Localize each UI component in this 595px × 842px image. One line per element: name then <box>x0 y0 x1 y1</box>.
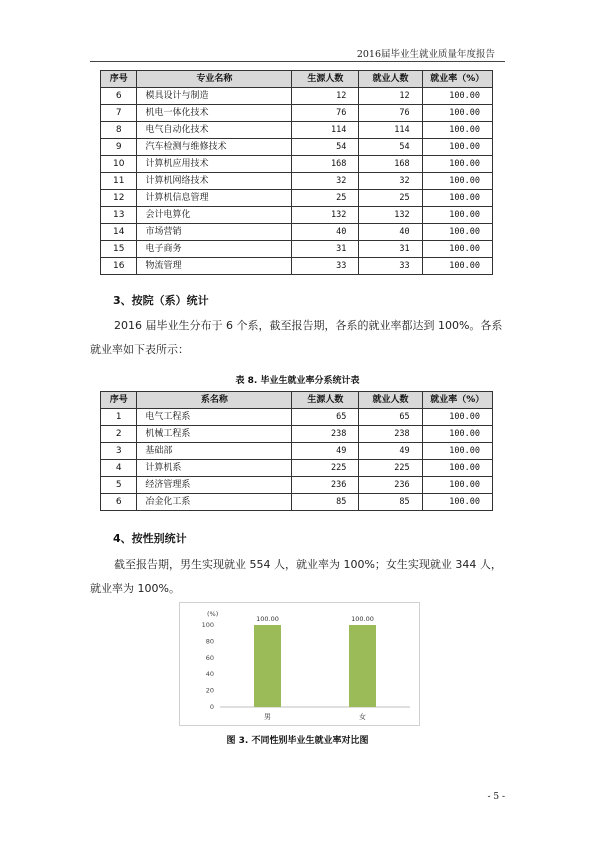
table-cell: 236 <box>359 477 422 494</box>
table-cell: 100.00 <box>422 139 492 156</box>
table-cell: 100.00 <box>422 426 492 443</box>
section-heading-by-gender: 4、按性别统计 <box>113 532 187 545</box>
table-cell: 5 <box>101 477 137 494</box>
table-cell: 9 <box>101 139 137 156</box>
column-header: 就业人数 <box>359 392 422 409</box>
y-tick-label: 60 <box>205 653 214 662</box>
bar-0 <box>254 625 281 707</box>
table-cell: 6 <box>101 88 137 105</box>
column-header: 生源人数 <box>292 392 359 409</box>
figure-caption: 图 3. 不同性别毕业生就业率对比图 <box>226 736 369 746</box>
table-row <box>101 88 493 105</box>
gender-employment-chart <box>179 602 420 726</box>
table-cell: 12 <box>101 190 137 207</box>
table-row <box>101 258 493 275</box>
table-cell: 100.00 <box>422 224 492 241</box>
table-row <box>101 443 493 460</box>
table-cell: 100.00 <box>422 258 492 275</box>
table-row <box>101 190 493 207</box>
table-row <box>101 207 493 224</box>
table-cell: 冶金化工系 <box>137 494 292 511</box>
table-cell: 会计电算化 <box>137 207 292 224</box>
table-cell: 85 <box>292 494 359 511</box>
table-cell: 76 <box>292 105 359 122</box>
table-cell: 31 <box>292 241 359 258</box>
table-cell: 33 <box>359 258 422 275</box>
table-cell: 7 <box>101 105 137 122</box>
header-divider <box>90 61 505 62</box>
page-number: - 5 - <box>487 792 505 802</box>
table-cell: 65 <box>359 409 422 426</box>
column-header: 就业率（%） <box>422 392 492 409</box>
table-caption: 表 8. 毕业生就业率分系统计表 <box>235 376 360 386</box>
table-cell: 15 <box>101 241 137 258</box>
table-cell: 16 <box>101 258 137 275</box>
table-cell: 100.00 <box>422 460 492 477</box>
table-cell: 1 <box>101 409 137 426</box>
table-row <box>101 173 493 190</box>
table-cell: 132 <box>292 207 359 224</box>
table-cell: 238 <box>359 426 422 443</box>
table-cell: 市场营销 <box>137 224 292 241</box>
table-cell: 电气自动化技术 <box>137 122 292 139</box>
table-cell: 114 <box>292 122 359 139</box>
table-cell: 计算机信息管理 <box>137 190 292 207</box>
table-cell: 31 <box>359 241 422 258</box>
table-cell: 238 <box>292 426 359 443</box>
table-cell: 4 <box>101 460 137 477</box>
table-cell: 物流管理 <box>137 258 292 275</box>
column-header: 系名称 <box>137 392 292 409</box>
table-row <box>101 122 493 139</box>
table-cell: 计算机网络技术 <box>137 173 292 190</box>
table-cell: 32 <box>292 173 359 190</box>
table-cell: 机械工程系 <box>137 426 292 443</box>
table-cell: 225 <box>359 460 422 477</box>
table-cell: 168 <box>359 156 422 173</box>
bar-chart-svg <box>180 603 419 725</box>
table-cell: 168 <box>292 156 359 173</box>
section-heading-by-department: 3、按院（系）统计 <box>113 294 209 307</box>
table-cell: 模具设计与制造 <box>137 88 292 105</box>
table-row <box>101 156 493 173</box>
table-cell: 100.00 <box>422 88 492 105</box>
data-label: 100.00 <box>256 615 279 623</box>
table-cell: 100.00 <box>422 122 492 139</box>
table-cell: 40 <box>292 224 359 241</box>
table-header-row <box>101 71 493 88</box>
table-row <box>101 426 493 443</box>
table-cell: 49 <box>359 443 422 460</box>
table-row <box>101 460 493 477</box>
major-employment-table <box>100 70 493 275</box>
table-row <box>101 477 493 494</box>
table-cell: 计算机系 <box>137 460 292 477</box>
table-cell: 计算机应用技术 <box>137 156 292 173</box>
y-axis-label: (%) <box>207 610 219 618</box>
table-cell: 13 <box>101 207 137 224</box>
table-cell: 114 <box>359 122 422 139</box>
table-cell: 100.00 <box>422 173 492 190</box>
table-cell: 76 <box>359 105 422 122</box>
table-cell: 3 <box>101 443 137 460</box>
table-cell: 54 <box>359 139 422 156</box>
department-employment-table <box>100 391 493 511</box>
table-cell: 12 <box>292 88 359 105</box>
table-cell: 132 <box>359 207 422 224</box>
table-cell: 25 <box>359 190 422 207</box>
table-cell: 40 <box>359 224 422 241</box>
table-cell: 33 <box>292 258 359 275</box>
table-cell: 基础部 <box>137 443 292 460</box>
column-header: 就业人数 <box>359 71 422 88</box>
section-paragraph-by-gender: 截至报告期，男生实现就业 554 人，就业率为 100%；女生实现就业 344 人，就业率为 100%。 <box>90 558 502 595</box>
table-cell: 12 <box>359 88 422 105</box>
table-row <box>101 105 493 122</box>
table-cell: 100.00 <box>422 105 492 122</box>
column-header: 生源人数 <box>292 71 359 88</box>
y-tick-label: 40 <box>205 670 214 679</box>
table-cell: 11 <box>101 173 137 190</box>
table-cell: 机电一体化技术 <box>137 105 292 122</box>
table-cell: 225 <box>292 460 359 477</box>
table-row <box>101 139 493 156</box>
table-cell: 32 <box>359 173 422 190</box>
table-cell: 100.00 <box>422 241 492 258</box>
table-cell: 100.00 <box>422 409 492 426</box>
table-cell: 49 <box>292 443 359 460</box>
bar-1 <box>349 625 376 707</box>
table-cell: 2 <box>101 426 137 443</box>
x-tick-label: 男 <box>264 713 271 721</box>
table-cell: 电子商务 <box>137 241 292 258</box>
column-header: 就业率（%） <box>422 71 492 88</box>
y-tick-label: 100 <box>201 621 214 629</box>
table-row <box>101 494 493 511</box>
table-cell: 85 <box>359 494 422 511</box>
table-header-row <box>101 392 493 409</box>
table-cell: 100.00 <box>422 156 492 173</box>
x-tick-label: 女 <box>359 713 366 721</box>
table-row <box>101 241 493 258</box>
table-cell: 8 <box>101 122 137 139</box>
table-row <box>101 409 493 426</box>
table-row <box>101 224 493 241</box>
table-cell: 14 <box>101 224 137 241</box>
table-cell: 100.00 <box>422 477 492 494</box>
table-cell: 100.00 <box>422 494 492 511</box>
column-header: 序号 <box>101 71 137 88</box>
y-tick-label: 20 <box>205 686 214 695</box>
table-cell: 100.00 <box>422 207 492 224</box>
y-tick-label: 80 <box>205 637 214 646</box>
table-cell: 6 <box>101 494 137 511</box>
table-cell: 65 <box>292 409 359 426</box>
table-cell: 电气工程系 <box>137 409 292 426</box>
table-cell: 经济管理系 <box>137 477 292 494</box>
column-header: 专业名称 <box>137 71 292 88</box>
table-cell: 100.00 <box>422 443 492 460</box>
table-cell: 54 <box>292 139 359 156</box>
table-cell: 25 <box>292 190 359 207</box>
report-title: 2016届毕业生就业质量年度报告 <box>356 49 495 60</box>
table-cell: 236 <box>292 477 359 494</box>
section-paragraph-by-department: 2016 届毕业生分布于 6 个系，截至报告期，各系的就业率都达到 100%。各系就业率如下表所示： <box>90 319 503 356</box>
data-label: 100.00 <box>351 615 374 623</box>
table-cell: 汽车检测与维修技术 <box>137 139 292 156</box>
column-header: 序号 <box>101 392 137 409</box>
y-tick-label: 0 <box>209 703 214 711</box>
table-cell: 10 <box>101 156 137 173</box>
table-cell: 100.00 <box>422 190 492 207</box>
